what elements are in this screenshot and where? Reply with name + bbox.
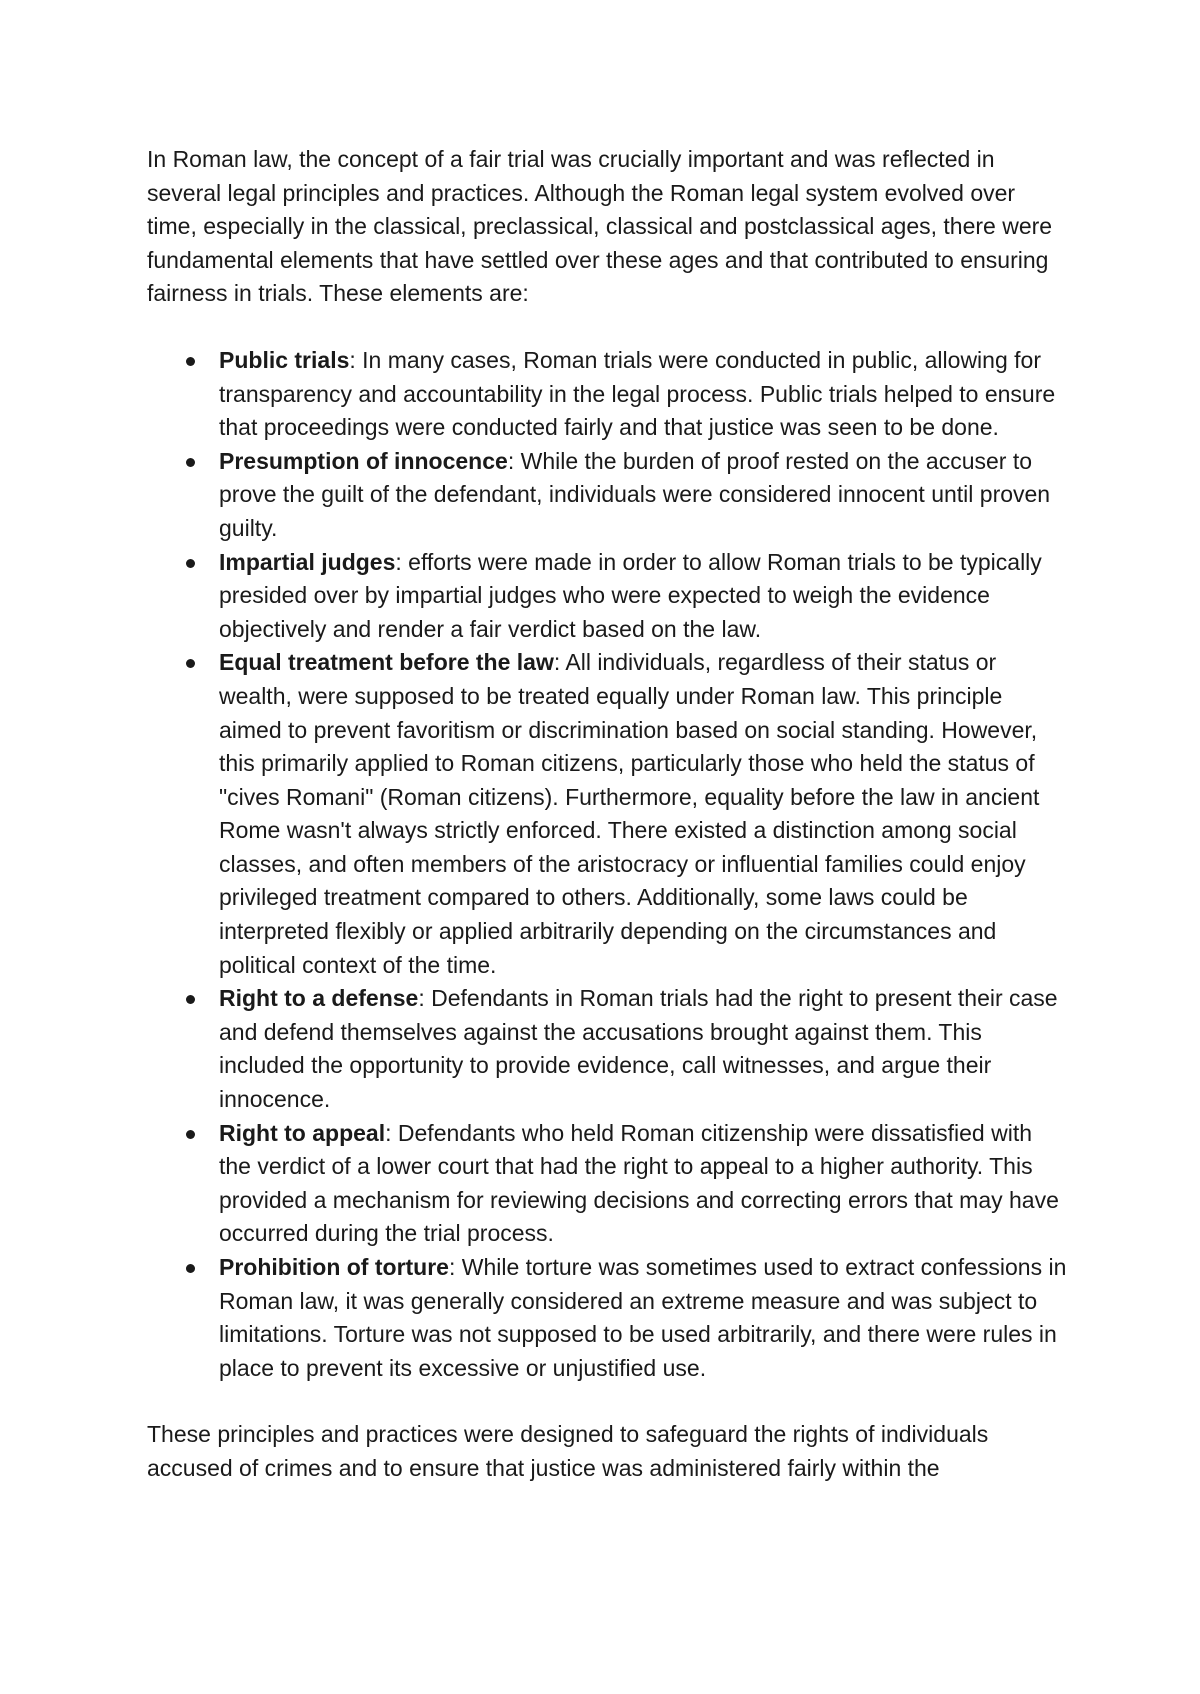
list-item-term: Right to a defense — [219, 985, 419, 1012]
principles-list — [147, 344, 1067, 1385]
list-item — [219, 646, 1067, 982]
bullet-icon — [186, 995, 195, 1004]
bullet-icon — [186, 458, 195, 467]
bullet-icon — [186, 559, 195, 568]
list-item-text: : In many cases, Roman trials were conducted in public, allowing for transparency and accountability in the legal process. Public trials helped to ensure that proceedings were conducted fairly and that justice was seen to be done. — [219, 346, 1056, 441]
list-item-term: Equal treatment before the law — [219, 649, 554, 676]
list-item — [219, 982, 1067, 1116]
list-item-term: Right to appeal — [219, 1119, 386, 1146]
list-item-term: Impartial judges — [219, 548, 396, 575]
bullet-icon — [186, 1264, 195, 1273]
document-body — [147, 143, 1067, 1486]
bullet-icon — [186, 659, 195, 668]
list-item-term: Public trials — [219, 346, 350, 373]
conclusion-paragraph: These principles and practices were designed to safeguard the rights of individuals accused of crimes and to ensure that justice was administered fairly within the — [147, 1421, 989, 1481]
list-item-text: : Defendants who held Roman citizenship were dissatisfied with the verdict of a lower court that had the right to appeal to a higher authority. This provided a mechanism for reviewing decisions and correcting errors that may have occurred during the trial process. — [219, 1119, 1059, 1247]
bullet-icon — [186, 357, 195, 366]
intro-paragraph: In Roman law, the concept of a fair trial was crucially important and was reflected in several legal principles and practices. Although the Roman legal system evolved over time, especially in the classical, preclassical, classical and postclassical ages, there were fundamental elements that have settled over these ages and that contributed to ensuring fairness in trials. These elements are: — [147, 146, 1053, 307]
list-item-text: : While torture was sometimes used to extract confessions in Roman law, it was generally considered an extreme measure and was subject to limitations. Torture was not supposed to be used arbitrarily, and there were rules in place to prevent its excessive or unjustified use. — [219, 1254, 1067, 1381]
list-item-text: : All individuals, regardless of their status or wealth, were supposed to be treated equally under Roman law. This principle aimed to prevent favoritism or discrimination based on social standing. However, this primarily applied to Roman citizens, particularly those who held the status of "cives Romani" (Roman citizens). Furthermore, equality before the law in ancient Rome wasn't always strictly enforced. There existed a distinction among social classes, and often members of the aristocracy or influential families could enjoy privileged treatment compared to others. Additionally, some laws could be interpreted flexibly or applied arbitrarily depending on the circumstances and political context of the time. — [219, 649, 1040, 978]
list-item — [219, 344, 1067, 445]
list-item — [219, 546, 1067, 647]
list-item-text: : efforts were made in order to allow Roman trials to be typically presided over by impartial judges who were expected to weigh the evidence objectively and render a fair verdict based on the law. — [219, 548, 1042, 642]
list-item-term: Prohibition of torture — [219, 1254, 449, 1280]
list-item — [219, 1251, 1067, 1385]
bullet-icon — [186, 1130, 195, 1139]
list-item-text: : Defendants in Roman trials had the right to present their case and defend themselves against the accusations brought against them. This included the opportunity to provide evidence, call witnesses, and argue their innocence. — [219, 985, 1058, 1113]
list-item — [219, 1117, 1067, 1251]
list-item — [219, 445, 1067, 546]
list-item-term: Presumption of innocence — [219, 447, 508, 474]
list-item-text: : While the burden of proof rested on the accuser to prove the guilt of the defendant, individuals were considered innocent until proven guilty. — [219, 447, 1051, 541]
